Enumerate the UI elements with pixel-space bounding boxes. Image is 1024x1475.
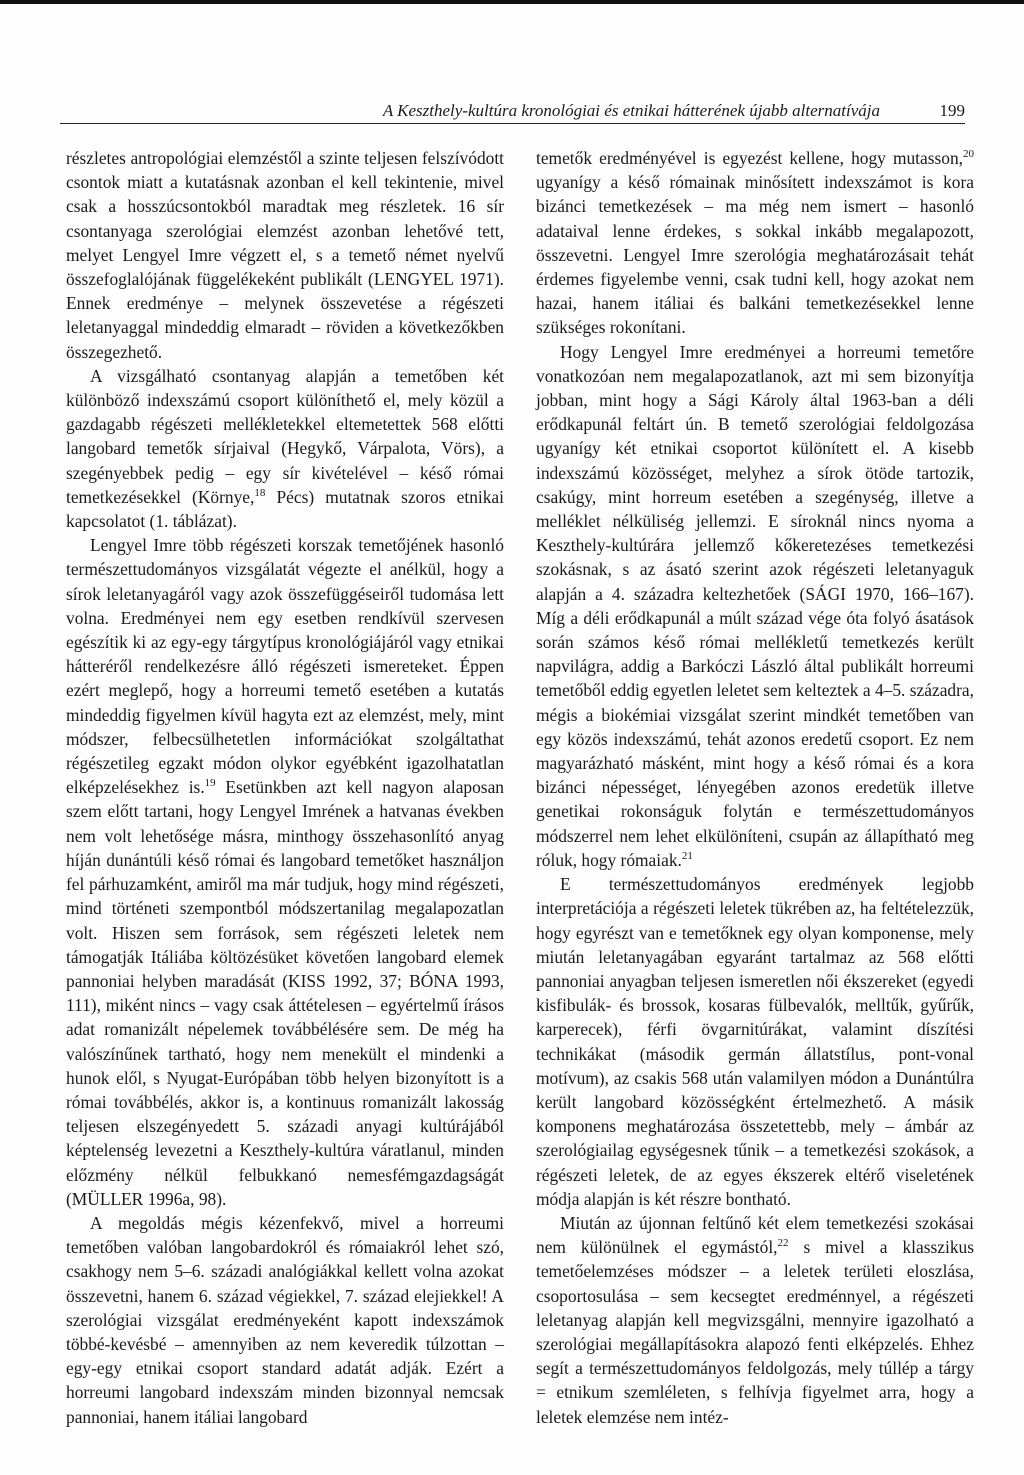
running-title: A Keszthely-kultúra kronológiai és etnikai hátterének újabb alternatívája	[382, 101, 880, 120]
footnote-ref-21: 21	[681, 849, 693, 862]
footnote-ref-19: 19	[204, 777, 216, 790]
right-column	[536, 146, 974, 1429]
paragraph: A vizsgálható csontanyag alapján a temetőben két különböző indexszámú csoport különíthető el, mely közül a gazdagabb régészeti mellékletekkel eltemetettek 568 előtti langobard temetők sírjaival (Hegykő, Várpalota, Vörs), a szegényebbek pedig – egy sír kivételével – késő római temetkezésekkel (Környe,$^{18}$ Pécs) mutatnak szoros etnikai kapcsolatot (1. táblázat).	[66, 365, 504, 532]
paragraph: részletes antropológiai elemzéstől a szinte teljesen felszívódott csontok miatt a kutatásnak azonban el kell tekintenie, mivel csak a hosszúcsontokból maradtak meg részletek. 16 sír csontanyaga szerológiai elemzést azonban lehetővé tett, melyet Lengyel Imre végzett el, s a temető német nyelvű összefoglalójának függelékeként publikált (LENGYEL 1971). Ennek eredménye – melynek összevetése a régészeti leletanyaggal mindeddig elmaradt – röviden a következőkben összegezhető.	[66, 148, 504, 362]
top-edge-line	[0, 0, 1024, 4]
footnote-ref-20: 20	[963, 148, 974, 160]
header-rule	[60, 123, 965, 124]
page-number: 199	[939, 101, 965, 120]
paragraph: Hogy Lengyel Imre eredményei a horreumi temetőre vonatkozóan nem megalapozatlanok, azt mi sem bizonyítja jobban, mint hogy a Sági Károly által 1963-ban a déli erődkapunál feltárt ún. B temető szerológiai feldolgozása ugyanígy két etnikai csoportot különített el. A kisebb indexszámú közösséget, melyhez a sírok ötöde tartozik, csakúgy, mint horreum esetében a szegénység, illetve a melléklet nélküliség jellemzi. E síroknál nincs nyoma a Keszthely-kultúrára jellemző kőkeretezéses temetkezési szokásnak, s az ásató szerint azok régészeti leletanyaguk alapján a 4. századra keltezhetőek (SÁGI 1970, 166–167). Míg a déli erődkapunál a múlt század vége óta folyó ásatások során számos késő római mellékletű temetkezés került napvilágra, addig a Barkóczi László által publikált horreumi temetőből eddig egyetlen leletet sem kelteztek a 4–5. századra, mégis a biokémiai vizsgálat szerint mindkét temetőben van egy közös indexszámú, tehát azonos eredetű csoport. Ez nem magyarázható másként, mint hogy a késő római és a kora bizánci népességet, lényegében azonos eredetük illetve genetikai rokonságuk folytán e természettudományos módszerrel nem lehet elkülöníteni, csupán az állapítható meg róluk, hogy rómaiak.$^{21}$	[536, 341, 974, 870]
footnote-ref-18: 18	[254, 486, 266, 499]
paragraph: Lengyel Imre több régészeti korszak temetőjének hasonló természettudományos vizsgálatát végezte el anélkül, hogy a sírok leletanyagáról vagy azok összefüggéseiről tudomása lett volna. Eredményei nem egy esetben rendkívül szervesen egészítik ki az egy-egy tárgytípus kronológiájáról vagy etnikai hátteréről rendelkezésre álló régészeti ismereteket. Éppen ezért meglepő, hogy a horreumi temető esetében a kutatás mindeddig figyelmen kívül hagyta ezt az elemzést, mely, mint módszer, felbecsülhetetlen információkat szolgáltathat régészetileg egzakt módon olykor egyébként igazolhatatlan elképzelésekhez is.$^{19}$ Esetünkben azt kell nagyon alaposan szem előtt tartani, hogy Lengyel Imrének a hatvanas években nem volt lehetősége másra, minthogy összehasonlító anyag híján dunántúli késő római és langobard temetőket használjon fel párhuzamként, amiről ma már tudjuk, hogy mind régészeti, mind történeti szempontból módszertanilag megalapozatlan volt. Hiszen sem források, sem régészeti leletek nem támogatják Itáliába költözésüket követően langobard elemek pannoniai helyben maradását (KISS 1992, 37; BÓNA 1993, 111), miként nincs – vagy csak áttételesen – egyértelmű írásos adat romanizált népelemek továbbélésére sem. De még ha valószínűnek tartható, hogy nem menekült el mindenki a hunok elől, s Nyugat-Európában több helyen bizonyított is a római továbbélés, akkor is, a kontinuus romanizált lakosság teljesen elszegényedett 5. századi anyagi kultúrájából képtelenség levezetni a Keszthely-kultúra váratlanul, minden előzmény nélkül felbukkanó nemesfémgazdagságát (MÜLLER 1996a, 98).	[66, 535, 504, 1209]
paragraph: Miután az újonnan feltűnő két elem temetkezési szokásai nem különülnek el egymástól,$^{22}$ s mivel a klasszikus temetőelemzéses módszer – a leletek területi eloszlása, csoportosulása – sem kecsegtet eredménnyel, a régészeti leletanyag alapján kell megvizsgálni, mennyire igazolható a szerológiai megállapításokra alapozó fenti elképzelés. Ehhez segít a természettudományos feldolgozás, mely túllép a tárgy = etnikum szemléleten, s felhívja figyelmet arra, hogy a leletek elemzése nem intéz-	[536, 1212, 974, 1427]
paragraph: temetők eredményével is egyezést kellene, hogy mutasson,$^{20}$ ugyanígy a késő rómainak minősített indexszámot is kora bizánci temetkezések – ma még nem ismert – hasonló adataival lenne érdekes, s sokkal inkább megalapozott, összevetni. Lengyel Imre szerológia meghatározásait tehát érdemes figyelembe venni, csak tudni kell, hogy azokat nem hazai, hanem itáliai és balkáni temetkezésekkel lenne szükséges rokonítani.	[536, 148, 974, 338]
paragraph: A megoldás mégis kézenfekvő, mivel a horreumi temetőben valóban langobardokról és rómaiakról lehet szó, csakhogy nem 5–6. századi analógiákkal kellett volna azokat összevetni, hanem 6. század végiekkel, 7. század elejiekkel! A szerológiai vizsgálat eredményeként kapott indexszámok többé-kevésbé – amennyiben az nem keveredik túlzottan – egy-egy etnikai csoport standard adatát adják. Ezért a horreumi langobard indexszám minden bizonnyal nemcsak pannoniai, hanem itáliai langobard	[66, 1212, 504, 1427]
page-header	[60, 101, 965, 125]
footnote-ref-22: 22	[777, 1237, 789, 1250]
left-column	[66, 146, 504, 1429]
paragraph: E természettudományos eredmények legjobb interpretációja a régészeti leletek tükrében az, ha feltételezzük, hogy egyrészt van e temetőknek egy olyan komponense, mely miután leletanyagában egyaránt tartalmaz az 568 előtti pannoniai anyagban teljesen ismeretlen női ékszereket (egyedi kisfibulák- és brossok, kosaras fülbevalók, melltűk, gyűrűk, karperecek), férfi övgarnitúrákat, valamint díszítési technikákat (második germán állatstílus, pont-vonal motívum), az csakis 568 után valamilyen módon a Dunántúlra került langobard közösségként értelmezhető. A másik komponens meghatározása összetettebb, mely – ámbár az szerológiailag egységesnek tűnik – a temetkezési szokások, a régészeti leletek, de az egyes ékszerek eltérő viseletének módja alapján is két részre bontható.	[536, 874, 974, 1209]
